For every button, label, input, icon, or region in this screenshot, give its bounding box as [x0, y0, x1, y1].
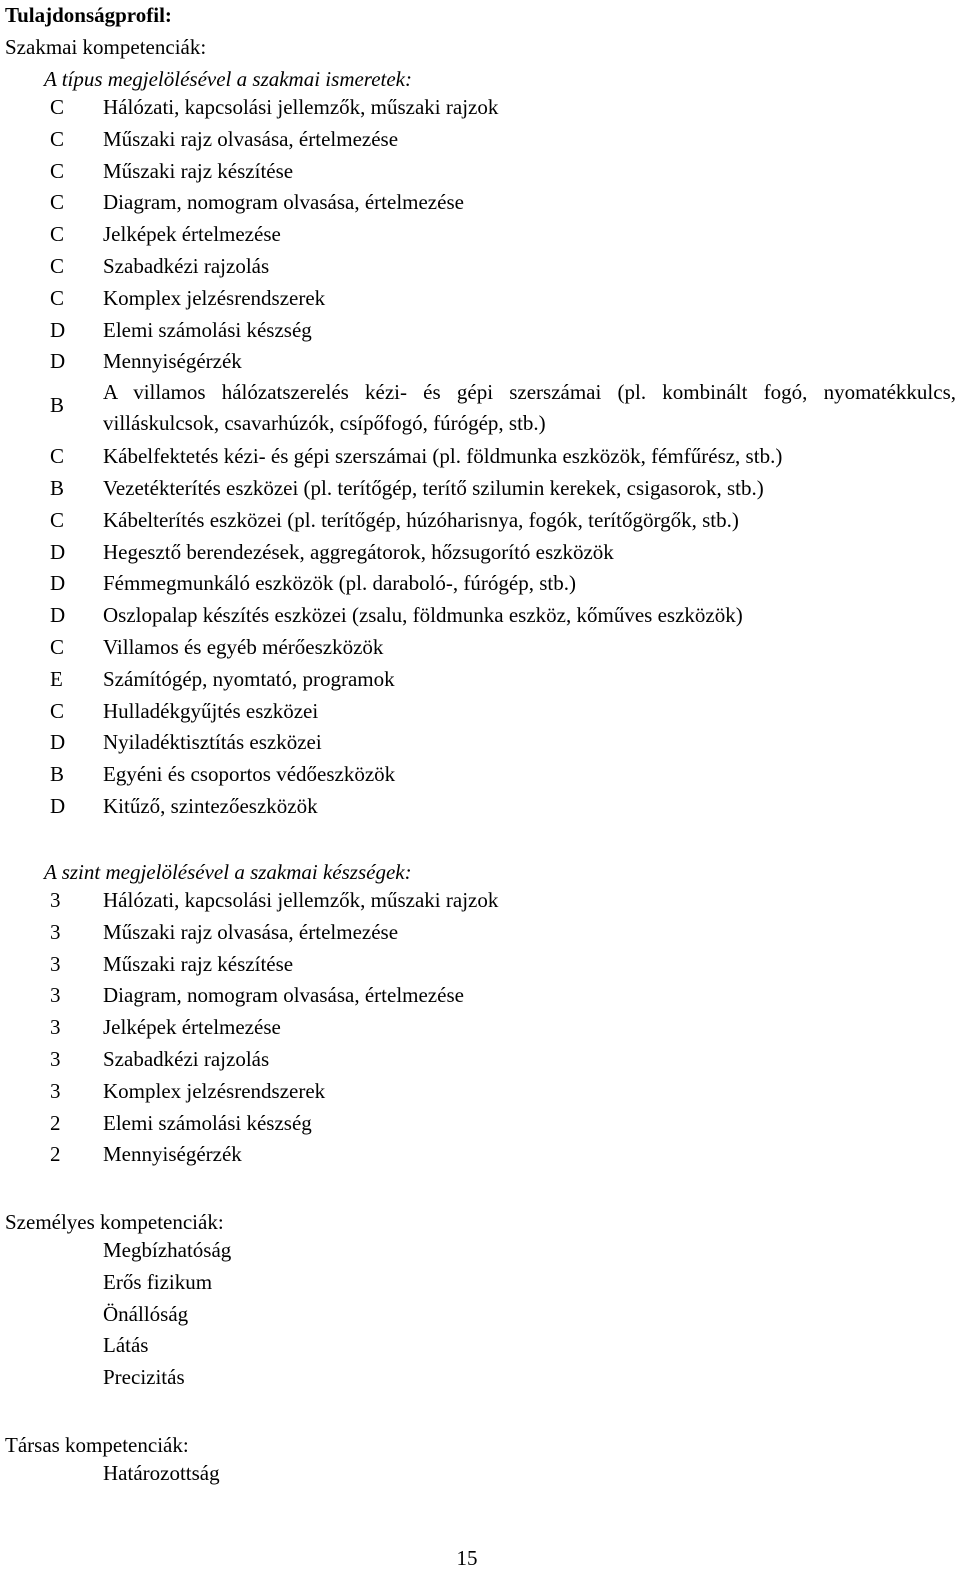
list-item: [0, 377, 960, 440]
list-item: [0, 91, 960, 123]
item-text: Precizitás: [103, 1365, 185, 1390]
list-item: [0, 1138, 960, 1170]
item-text: Jelképek értelmezése: [103, 1015, 281, 1040]
item-text: Elemi számolási készség: [103, 1110, 312, 1135]
item-text: Szabadkézi rajzolás: [103, 1046, 270, 1071]
list-item: [0, 790, 960, 822]
list-item: [0, 1298, 960, 1330]
item-text: Villamos és egyéb mérőeszközök: [103, 634, 384, 659]
item-text: Műszaki rajz készítése: [103, 951, 294, 976]
item-code: C: [50, 95, 65, 119]
item-code: D: [50, 317, 66, 342]
item-text: Egyéni és csoportos védőeszközök: [103, 762, 396, 787]
list-item: [0, 567, 960, 599]
list-item: [0, 282, 960, 314]
page-number: 15: [456, 1546, 478, 1570]
list-item: [0, 250, 960, 282]
ismeretek-heading: A típus megjelölésével a szakmai ismeretek:: [44, 67, 412, 91]
szemelyes-heading: Személyes kompetenciák:: [5, 1210, 224, 1234]
item-text: Nyiladéktisztítás eszközei: [103, 730, 322, 755]
ismeretek-list: [0, 91, 960, 822]
item-code: C: [50, 253, 65, 278]
item-code: D: [50, 730, 66, 755]
item-text: Vezetékterítés eszközei (pl. terítőgép, terítő szilumin kerekek, csigasorok, stb.): [103, 475, 764, 500]
tarsas-heading: Társas kompetenciák:: [5, 1433, 189, 1457]
item-text: Kábelterítés eszközei (pl. terítőgép, húzóharisnya, fogók, terítőgörgők, stb.): [103, 507, 739, 532]
item-code: 3: [50, 1078, 61, 1103]
item-text: Komplex jelzésrendszerek: [103, 1078, 326, 1103]
item-code: D: [50, 571, 66, 596]
list-item: [0, 1361, 960, 1393]
item-text: Hálózati, kapcsolási jellemzők, műszaki rajzok: [103, 95, 499, 119]
item-text: Hálózati, kapcsolási jellemzők, műszaki rajzok: [103, 888, 499, 912]
item-text: A villamos hálózatszerelés kézi- és gépi szerszámai (pl. kombinált fogó, nyomatékkulcs, villáskulcsok, csavarhúzók, csípőfogó, fúrógép, stb.): [103, 380, 956, 436]
list-item: [0, 1011, 960, 1043]
item-code: E: [50, 666, 63, 691]
list-item: [0, 536, 960, 568]
list-item: [0, 1234, 960, 1266]
szakmai-heading: Szakmai kompetenciák:: [5, 35, 207, 59]
item-text: Mennyiségérzék: [103, 349, 242, 374]
item-text: Jelképek értelmezése: [103, 222, 281, 247]
list-item: [0, 916, 960, 948]
list-item: [0, 314, 960, 346]
item-code: 2: [50, 1110, 61, 1135]
item-text: Diagram, nomogram olvasása, értelmezése: [103, 190, 464, 215]
item-text: Kábelfektetés kézi- és gépi szerszámai (pl. földmunka eszközök, fémfűrész, stb.): [103, 444, 783, 469]
list-item: [0, 1107, 960, 1139]
item-code: C: [50, 444, 65, 469]
list-item: [0, 155, 960, 187]
item-code: 3: [50, 919, 61, 944]
item-text: Hegesztő berendezések, aggregátorok, hőzsugorító eszközök: [103, 539, 614, 564]
item-code: D: [50, 539, 66, 564]
item-text: Műszaki rajz készítése: [103, 158, 294, 183]
list-item: [0, 186, 960, 218]
list-item: [0, 345, 960, 377]
item-code: B: [50, 393, 65, 418]
list-item: [0, 663, 960, 695]
item-code: C: [50, 285, 65, 310]
list-item: [0, 1075, 960, 1107]
item-text: Határozottság: [103, 1461, 220, 1485]
item-text: Oszlopalap készítés eszközei (zsalu, földmunka eszköz, kőműves eszközök): [103, 603, 743, 628]
item-text: Kitűző, szintezőeszközök: [103, 793, 318, 818]
item-code: B: [50, 762, 65, 787]
item-text: Szabadkézi rajzolás: [103, 253, 270, 278]
item-code: D: [50, 603, 66, 628]
item-code: B: [50, 475, 65, 500]
item-code: D: [50, 793, 66, 818]
tarsas-list: [0, 1457, 960, 1489]
list-item: [0, 123, 960, 155]
item-code: D: [50, 349, 66, 374]
item-text: Műszaki rajz olvasása, értelmezése: [103, 126, 399, 151]
item-text: Hulladékgyűjtés eszközei: [103, 698, 319, 723]
item-text: Megbízhatóság: [103, 1238, 232, 1262]
item-text: Számítógép, nyomtató, programok: [103, 666, 395, 691]
item-code: 2: [50, 1142, 61, 1167]
item-text: Látás: [103, 1333, 149, 1358]
item-code: C: [50, 634, 65, 659]
list-item: [0, 948, 960, 980]
item-code: 3: [50, 888, 61, 912]
page-title: Tulajdonságprofil:: [5, 3, 172, 27]
item-code: 3: [50, 1015, 61, 1040]
item-text: Elemi számolási készség: [103, 317, 312, 342]
item-text: Önállóság: [103, 1301, 189, 1326]
item-code: C: [50, 698, 65, 723]
list-item: [0, 631, 960, 663]
item-code: 3: [50, 983, 61, 1008]
item-text: Fémmegmunkáló eszközök (pl. daraboló-, fúrógép, stb.): [103, 571, 576, 596]
list-item: [0, 218, 960, 250]
list-item: [0, 504, 960, 536]
list-item: [0, 726, 960, 758]
list-item: [0, 472, 960, 504]
item-code: C: [50, 126, 65, 151]
item-text: Komplex jelzésrendszerek: [103, 285, 326, 310]
item-code: C: [50, 158, 65, 183]
list-item: [0, 979, 960, 1011]
list-item: [0, 1266, 960, 1298]
szemelyes-list: [0, 1234, 960, 1393]
list-item: [0, 599, 960, 631]
list-item: [0, 1043, 960, 1075]
list-item: [0, 1329, 960, 1361]
list-item: [0, 884, 960, 916]
list-item: [0, 1457, 960, 1489]
item-text: Műszaki rajz olvasása, értelmezése: [103, 919, 399, 944]
list-item: [0, 695, 960, 727]
item-code: C: [50, 190, 65, 215]
item-text: Erős fizikum: [103, 1269, 213, 1294]
item-code: 3: [50, 951, 61, 976]
item-code: 3: [50, 1046, 61, 1071]
keszsegek-heading: A szint megjelölésével a szakmai készségek:: [44, 860, 412, 884]
list-item: [0, 758, 960, 790]
keszsegek-list: [0, 884, 960, 1170]
item-code: C: [50, 222, 65, 247]
item-text: Mennyiségérzék: [103, 1142, 242, 1167]
item-code: C: [50, 507, 65, 532]
item-text: Diagram, nomogram olvasása, értelmezése: [103, 983, 464, 1008]
list-item: [0, 440, 960, 472]
